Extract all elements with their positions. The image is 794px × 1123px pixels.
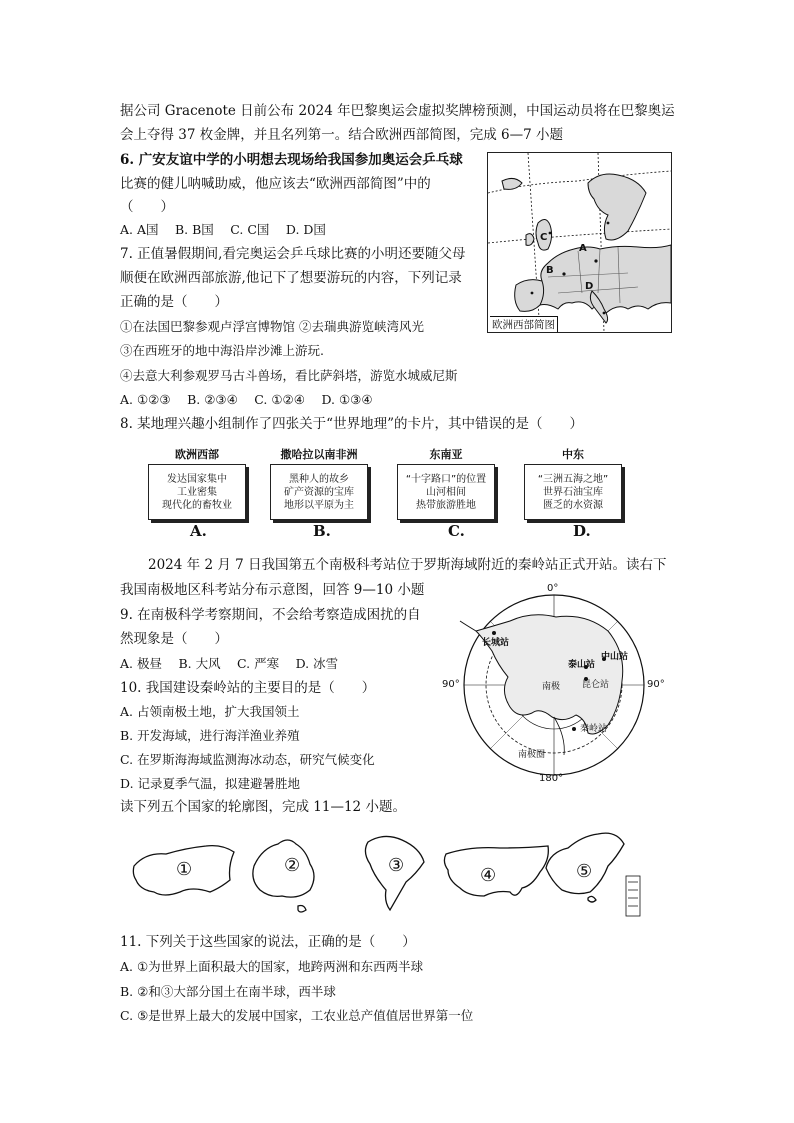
q11-option-b: B. ②和③大部分国土在南半球，西半球 bbox=[120, 984, 336, 999]
q11-option-c: C. ⑤是世界上最大的发展中国家，工农业总产值值居世界第一位 bbox=[120, 1008, 474, 1023]
card-a bbox=[148, 446, 252, 520]
card-b-letter: B. bbox=[313, 522, 331, 540]
q10-option-b: B. 开发海域，进行海洋渔业养殖 bbox=[120, 728, 300, 743]
q7-stem-1: 7. 正值暑假期间,看完奥运会乒乓球比赛的小明还要随父母 bbox=[120, 246, 466, 262]
station-changcheng: 长城站 bbox=[482, 638, 510, 648]
country-2-label: ② bbox=[284, 855, 301, 876]
europe-map-caption: 欧洲西部简图 bbox=[490, 316, 558, 332]
antarctic-label-left: 90° bbox=[442, 679, 460, 690]
q7-item-1: ①在法国巴黎参观卢浮宫博物馆 ②去瑞典游览峡湾风光 bbox=[120, 319, 424, 334]
q9-stem-1: 9. 在南极科学考察期间，不会给考察造成困扰的自 bbox=[120, 607, 421, 623]
station-qinling: 秦岭站 bbox=[580, 724, 608, 734]
card-b-title: 撒哈拉以南非洲 bbox=[280, 448, 358, 461]
q6-stem-2: 比赛的健儿呐喊助威，他应该去“欧洲西部简图”中的 bbox=[120, 176, 431, 192]
q10-option-d: D. 记录夏季气温，拟建避暑胜地 bbox=[120, 776, 301, 791]
card-d-title: 中东 bbox=[562, 448, 584, 461]
q6-stem-3: （ ） bbox=[120, 199, 174, 215]
q10-option-a: A. 占领南极土地，扩大我国领土 bbox=[120, 704, 300, 719]
q7-item-3: ④去意大利参观罗马古斗兽场，看比萨斜塔，游览水城威尼斯 bbox=[120, 368, 458, 383]
card-d bbox=[524, 446, 628, 520]
card-a-letter: A. bbox=[190, 522, 207, 540]
card-c-body bbox=[397, 464, 495, 520]
card-a-line-2: 工业密集 bbox=[177, 486, 217, 498]
q9-options: A. 极昼 B. 大风 C. 严寒 D. 冰雪 bbox=[120, 656, 339, 671]
q9-stem-2: 然现象是（ ） bbox=[120, 631, 228, 647]
card-d-line-1: “三洲五海之地” bbox=[537, 473, 609, 485]
country-1-label: ① bbox=[176, 859, 193, 880]
intro3: 读下列五个国家的轮廓图，完成 11—12 小题。 bbox=[120, 799, 406, 815]
card-c-line-3: 热带旅游胜地 bbox=[416, 499, 476, 511]
country-outlines bbox=[130, 826, 650, 922]
card-a-title: 欧洲西部 bbox=[175, 448, 219, 461]
map-label-a: A bbox=[579, 243, 587, 254]
q7-options: A. ①②③ B. ②③④ C. ①②④ D. ①③④ bbox=[120, 392, 373, 407]
country-3-label: ③ bbox=[388, 855, 405, 876]
card-c-line-1: “十字路口”的位置 bbox=[405, 473, 487, 485]
card-a-line-3: 现代化的畜牧业 bbox=[162, 499, 232, 511]
q6-options: A. A国 B. B国 C. C国 D. D国 bbox=[120, 222, 326, 237]
card-a-line-1: 发达国家集中 bbox=[167, 473, 227, 485]
country-4-label: ④ bbox=[480, 865, 497, 886]
intro2-line-2: 我国南极地区科考站分布示意图，回答 9—10 小题 bbox=[120, 582, 425, 598]
station-kunlun: 昆仑站 bbox=[582, 680, 610, 690]
card-b bbox=[270, 446, 374, 520]
antarctic-label-top: 0° bbox=[547, 583, 559, 594]
map-label-d: D bbox=[585, 281, 594, 292]
card-c-title: 东南亚 bbox=[429, 448, 463, 461]
station-taishan: 泰山站 bbox=[568, 660, 596, 670]
q11-option-a: A. ①为世界上面积最大的国家，地跨两洲和东西两半球 bbox=[120, 959, 424, 974]
antarctic-circle-label: 南极圈 bbox=[518, 750, 546, 760]
card-d-letter: D. bbox=[573, 522, 591, 540]
q7-stem-3: 正确的是（ ） bbox=[120, 294, 228, 310]
intro-line-1: 据公司 Gracenote 日前公布 2024 年巴黎奥运会虚拟奖牌榜预测，中国运动员将在巴黎奥运 bbox=[120, 103, 675, 119]
q10-stem: 10. 我国建设秦岭站的主要目的是（ ） bbox=[120, 680, 376, 696]
europe-map bbox=[487, 152, 672, 333]
card-c-line-2: 山河相间 bbox=[426, 486, 466, 498]
card-d-line-2: 世界石油宝库 bbox=[543, 486, 603, 498]
antarctic-label-right: 90° bbox=[647, 679, 665, 690]
card-b-body bbox=[270, 464, 368, 520]
card-d-body bbox=[524, 464, 622, 520]
card-b-line-1: 黑种人的故乡 bbox=[289, 473, 349, 485]
card-c-letter: C. bbox=[448, 522, 465, 540]
map-label-c: C bbox=[540, 232, 548, 243]
q8-stem: 8. 某地理兴趣小组制作了四张关于“世界地理”的卡片，其中错误的是（ ） bbox=[120, 416, 583, 432]
antarctic-label-bottom: 180° bbox=[539, 773, 564, 784]
q7-stem-2: 顺便在欧洲西部旅游,他记下了想要游玩的内容，下列记录 bbox=[120, 270, 462, 286]
antarctic-map bbox=[436, 583, 676, 785]
q6-stem-1: 6. 广安友谊中学的小明想去现场给我国参加奥运会乒乓球 bbox=[120, 152, 463, 168]
q11-stem: 11. 下列关于这些国家的说法，正确的是（ ） bbox=[120, 934, 416, 950]
card-a-body bbox=[148, 464, 246, 520]
antarctic-center: 南极 bbox=[542, 682, 561, 692]
intro-line-2: 会上夺得 37 枚金牌，并且名列第一。结合欧洲西部简图，完成 6—7 小题 bbox=[120, 127, 564, 143]
intro2-line-1: 2024 年 2 月 7 日我国第五个南极科考站位于罗斯海域附近的秦岭站正式开站。读右下 bbox=[148, 557, 667, 573]
station-zhongshan: 中山站 bbox=[601, 652, 629, 662]
card-d-line-3: 匮乏的水资源 bbox=[543, 499, 603, 511]
q7-item-2: ③在西班牙的地中海沿岸沙滩上游玩. bbox=[120, 343, 324, 358]
card-b-line-2: 矿产资源的宝库 bbox=[284, 486, 354, 498]
card-c bbox=[397, 446, 501, 520]
card-b-line-3: 地形以平原为主 bbox=[284, 499, 354, 511]
map-label-b: B bbox=[546, 265, 554, 276]
country-5-label: ⑤ bbox=[576, 861, 593, 882]
q10-option-c: C. 在罗斯海海域监测海冰动态，研究气候变化 bbox=[120, 752, 375, 767]
